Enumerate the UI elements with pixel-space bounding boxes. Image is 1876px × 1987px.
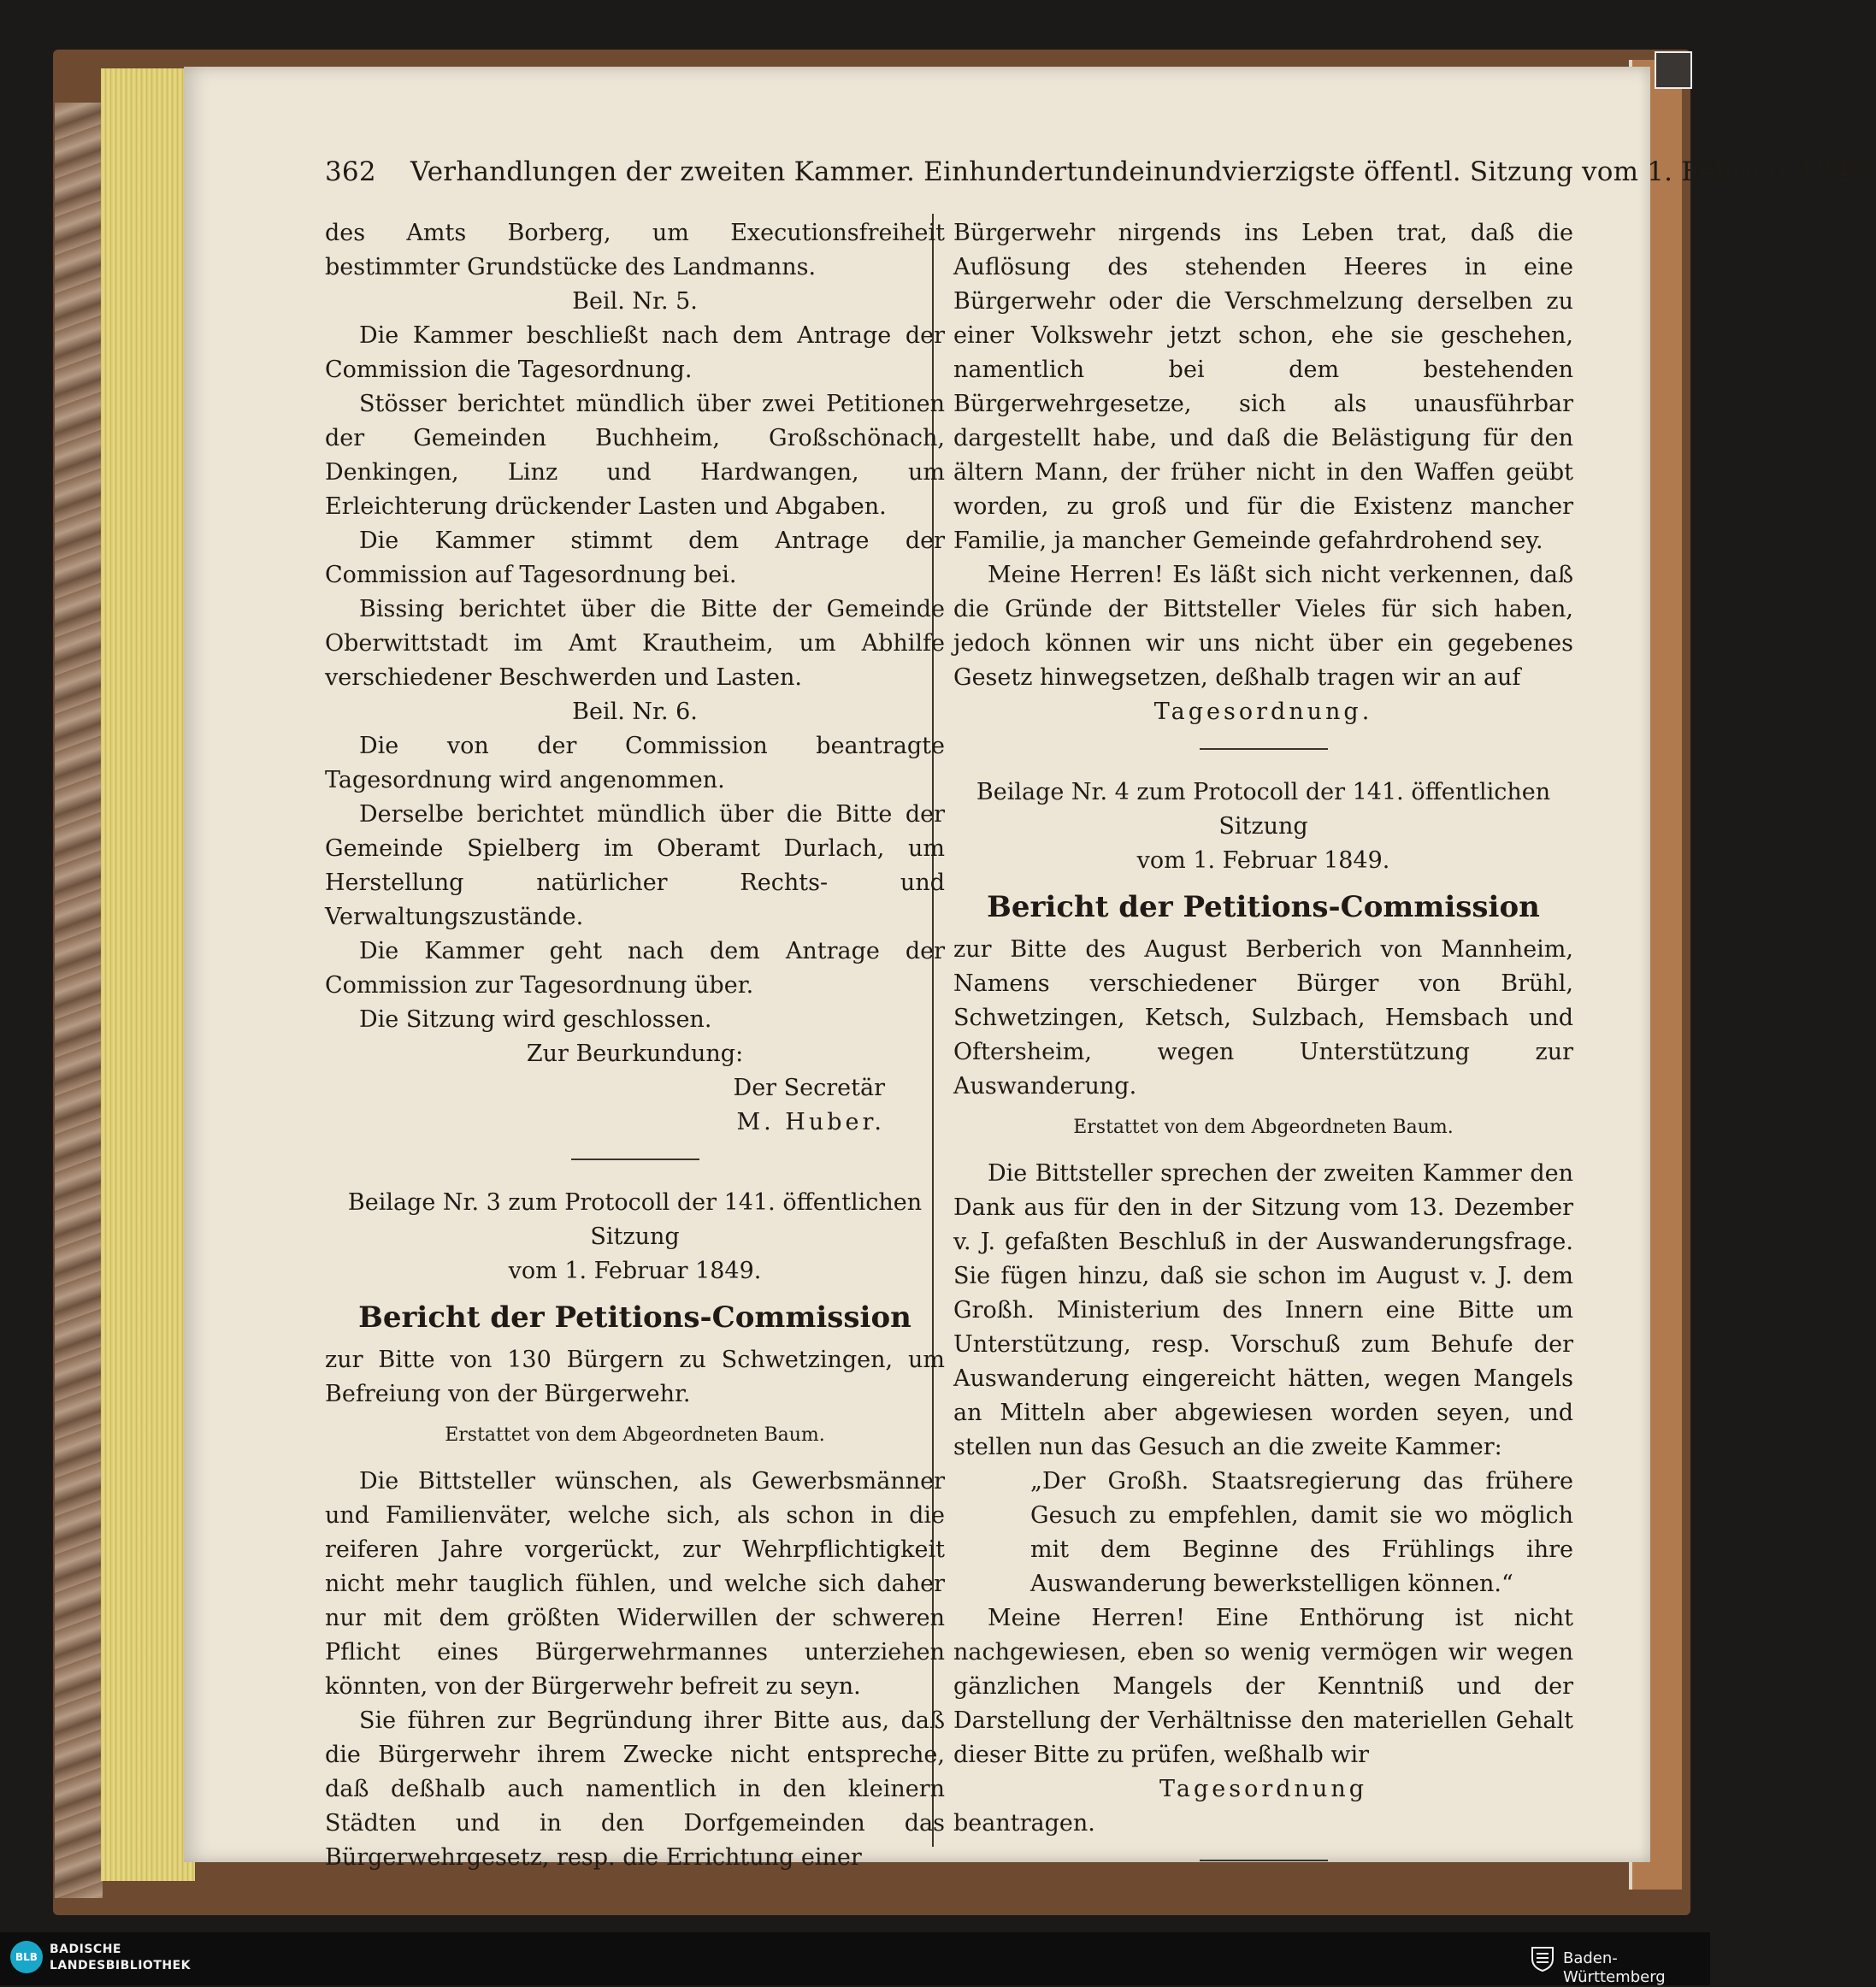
left-column: [325, 216, 945, 1875]
paragraph: Stösser berichtet mündlich über zwei Petitionen der Gemeinden Buchheim, Großschönach, Denkingen, Linz und Hardwangen, um Erleichterung drückender Lasten und Abgaben.: [325, 391, 945, 520]
beilage-ref: Beil. Nr. 5.: [572, 288, 698, 315]
beilage-title-line2: vom 1. Februar 1849.: [508, 1258, 762, 1284]
blb-line1: BADISCHE: [50, 1943, 121, 1956]
paragraph: Bissing berichtet über die Bitte der Gemeinde Oberwittstadt im Amt Krautheim, um Abhilfe verschiedener Beschwerden und Lasten.: [325, 596, 945, 691]
running-header: [325, 156, 1876, 187]
header-title: Verhandlungen der zweiten Kammer. Einhundertundeinundvierzigste öffentl. Sitzung vom 1. Februar 1849.: [410, 156, 1876, 187]
beilage-title-line2: vom 1. Februar 1849.: [1136, 847, 1390, 874]
beurkundung: Zur Beurkundung:: [526, 1041, 744, 1067]
tagesordnung: Tagesordnung: [1159, 1776, 1368, 1802]
report-subject: zur Bitte von 130 Bürgern zu Schwetzingen, um Befreiung von der Bürgerwehr.: [325, 1347, 945, 1407]
section-rule: [1200, 1860, 1328, 1861]
color-target-tab: [1655, 51, 1692, 89]
paragraph: Sie führen zur Begründung ihrer Bitte aus, daß die Bürgerwehr ihrem Zwecke nicht entspreche, daß deßhalb auch namentlich in den kleinern Städten und in den Dorfgemeinden das Bürgerwehrgesetz, resp. die Errichtung einer: [325, 1707, 945, 1871]
right-column: [953, 216, 1573, 1887]
paragraph: Bürgerwehr nirgends ins Leben trat, daß die Auflösung des stehenden Heeres in eine Bürgerwehr oder die Verschmelzung derselben zu einer Volkswehr jetzt schon, ehe sie geschehen, namentlich bei dem bestehenden Bürgerwehrgesetze, sich als unausführbar dargestellt habe, und daß die Belästigung für den ältern Mann, der früher nicht in den Waffen geübt worden, zu groß und für die Existenz mancher Familie, ja mancher Gemeinde gefahrdrohend sey.: [953, 220, 1573, 554]
paragraph: des Amts Borberg, um Executionsfreiheit bestimmter Grundstücke des Landmanns.: [325, 220, 945, 280]
report-author: Erstattet von dem Abgeordneten Baum.: [1073, 1117, 1454, 1138]
marbled-endpaper: [55, 103, 103, 1898]
paragraph: Die Kammer geht nach dem Antrage der Commission zur Tagesordnung über.: [325, 938, 945, 999]
paragraph: Die Sitzung wird geschlossen.: [359, 1006, 712, 1033]
page-edges: [101, 68, 195, 1881]
paragraph: Meine Herren! Eine Enthörung ist nicht nachgewiesen, eben so wenig vermögen wir wegen gänzlichen Mangels der Kenntniß und der Darstellung der Verhältnisse den materiellen Gehalt dieser Bitte zu prüfen, weßhalb wir: [953, 1605, 1573, 1768]
coat-of-arms-icon: [1529, 1945, 1556, 1972]
paragraph: Die Bittsteller sprechen der zweiten Kammer den Dank aus für den in der Sitzung vom 13. Dezember v. J. gefaßten Beschluß in der Auswanderungsfrage. Sie fügen hinzu, daß sie schon im August v. J. dem Großh. Ministerium des Innern eine Bitte um Unterstützung, resp. Vorschuß zum Behufe der Auswanderung eingereicht hätten, wegen Mangels an Mitteln aber abgewiesen worden seyen, und stellen nun das Gesuch an die zweite Kammer:: [953, 1160, 1573, 1460]
paragraph: Derselbe berichtet mündlich über die Bitte der Gemeinde Spielberg im Oberamt Durlach, um Herstellung natürlicher Rechts- und Verwaltungszustände.: [325, 801, 945, 930]
paragraph: beantragen.: [953, 1810, 1095, 1837]
blb-line2: LANDESBIBLIOTHEK: [50, 1959, 192, 1972]
beilage-title-line1: Beilage Nr. 4 zum Protocoll der 141. öffentlichen Sitzung: [976, 779, 1551, 840]
paragraph: Die Bittsteller wünschen, als Gewerbsmänner und Familienväter, welche sich, als schon in die reiferen Jahre vorgerückt, zur Wehrpflichtigkeit nicht mehr tauglich fühlen, und welche sich daher nur mit dem größten Widerwillen der schweren Pflicht eines Bürgerwehrmannes unterziehen könnten, von der Bürgerwehr befreit zu seyn.: [325, 1468, 945, 1700]
beilage-title-line1: Beilage Nr. 3 zum Protocoll der 141. öffentlichen Sitzung: [347, 1189, 923, 1250]
page-number: 362: [325, 156, 376, 187]
blb-name[interactable]: [50, 1942, 191, 1974]
tagesordnung: Tagesordnung.: [1153, 699, 1373, 725]
paragraph: Meine Herren! Es läßt sich nicht verkennen, daß die Gründe der Bittsteller Vieles für sich haben, jedoch können wir uns nicht über ein gegebenes Gesetz hinwegsetzen, deßhalb tragen wir an auf: [953, 562, 1573, 691]
blb-logo-icon[interactable]: BLB: [10, 1941, 43, 1973]
report-heading: Bericht der Petitions-Commission: [358, 1300, 911, 1335]
viewer-footer: [0, 1932, 1710, 1985]
secretary-name: M. Huber.: [736, 1109, 885, 1135]
paragraph: Die von der Commission beantragte Tagesordnung wird angenommen.: [325, 733, 945, 793]
report-subject: zur Bitte des August Berberich von Mannheim, Namens verschiedener Bürger von Brühl, Schwetzingen, Ketsch, Sulzbach, Hemsbach und Oftersheim, wegen Unterstützung zur Auswanderung.: [953, 936, 1573, 1100]
secretary-title: Der Secretär: [733, 1075, 885, 1101]
bw-name[interactable]: Baden-Württemberg: [1563, 1949, 1666, 1986]
beilage-ref: Beil. Nr. 6.: [572, 699, 698, 725]
paragraph: Die Kammer beschließt nach dem Antrage der Commission die Tagesordnung.: [325, 322, 945, 383]
section-rule: [1200, 748, 1328, 750]
quote: „Der Großh. Staatsregierung das frühere Gesuch zu empfehlen, damit sie wo möglich mit dem Beginne des Frühlings ihre Auswanderung bewerkstelligen können.“: [1030, 1468, 1573, 1597]
section-rule: [571, 1159, 699, 1160]
book-page: [184, 67, 1876, 1871]
report-heading: Bericht der Petitions-Commission: [987, 890, 1540, 924]
report-author: Erstattet von dem Abgeordneten Baum.: [445, 1424, 825, 1446]
paragraph: Die Kammer stimmt dem Antrage der Commission auf Tagesordnung bei.: [325, 528, 945, 588]
